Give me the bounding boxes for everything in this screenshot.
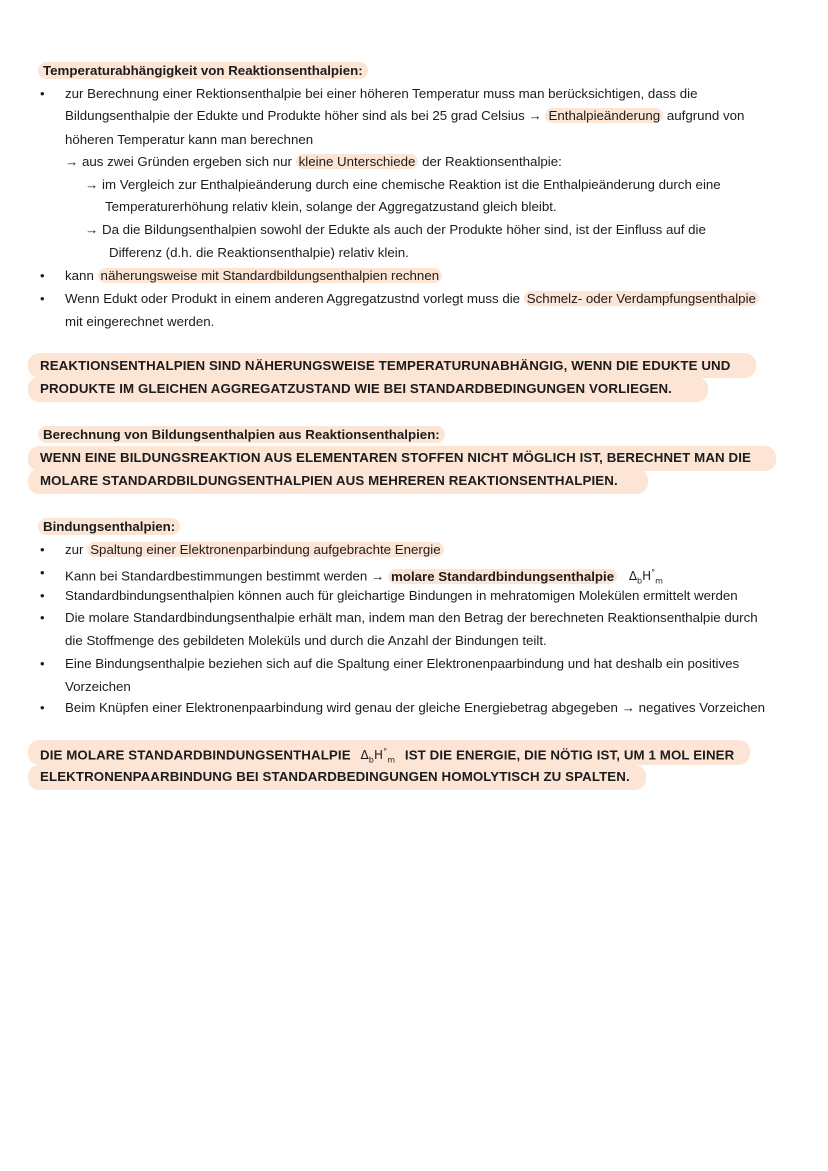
text-line: zur Berechnung einer Rektionsenthalpie bei einer höheren Temperatur muss man berücksichtigen, dass die: [65, 86, 698, 101]
summary-line: ELEKTRONENPAARBINDUNG BEI STANDARDBEDINGUNGEN HOMOLYTISCH ZU SPALTEN.: [40, 769, 630, 784]
delta-h-symbol-icon: $\Delta_bH^\circ_m$: [360, 747, 396, 765]
summary-line: REAKTIONSENTHALPIEN SIND NÄHERUNGSWEISE TEMPERATURUNABHÄNGIG, WENN DIE EDUKTE UND: [40, 358, 731, 373]
text-line: Kann bei Standardbestimmungen bestimmt werden → molare Standardbindungsenthalpie $\Delta_bH^\circ_m$: [65, 563, 663, 591]
arrow-point: → im Vergleich zur Enthalpieänderung durch eine chemische Reaktion ist die Enthalpieänderung durch eine: [85, 177, 721, 192]
summary-line: WENN EINE BILDUNGSREAKTION AUS ELEMENTAREN STOFFEN NICHT MÖGLICH IST, BERECHNET MAN DIE: [40, 450, 751, 465]
text-line: kann näherungsweise mit Standardbildungsenthalpien rechnen: [65, 266, 442, 286]
bullet-icon: •: [40, 268, 45, 283]
section-heading-bildung: Berechnung von Bildungsenthalpien aus Reaktionsenthalpien:: [38, 425, 445, 445]
bullet-icon: •: [40, 86, 45, 101]
bullet-icon: •: [40, 542, 45, 557]
bullet-icon: •: [40, 656, 45, 671]
bullet-icon: •: [40, 610, 45, 625]
summary-line: MOLARE STANDARDBILDUNGSENTHALPIEN AUS MEHREREN REAKTIONSENTHALPIEN.: [40, 473, 618, 488]
text-line: Bildungsenthalpie der Edukte und Produkte höher sind als bei 25 grad Celsius → Enthalpieänderung aufgrund von: [65, 108, 745, 123]
summary-line: DIE MOLARE STANDARDBINDUNGSENTHALPIE $\Delta_bH^\circ_m$ IST DIE ENERGIE, DIE NÖTIG IST, UM 1 MOL EINER: [40, 742, 734, 770]
bullet-icon: •: [40, 700, 45, 715]
bullet-icon: •: [40, 588, 45, 603]
arrow-point: → Da die Bildungsenthalpien sowohl der Edukte als auch der Produkte höher sind, ist der Einfluss auf die: [85, 222, 706, 237]
text-line: die Stoffmenge des gebildeten Moleküls und durch die Anzahl der Bindungen teilt.: [65, 633, 547, 648]
text-line: Wenn Edukt oder Produkt in einem anderen Aggregatzustnd vorlegt muss die Schmelz- oder Verdampfungsenthalpie: [65, 289, 759, 309]
bullet-icon: •: [40, 291, 45, 306]
text-line: höheren Temperatur kann man berechnen: [65, 132, 314, 147]
text-line: Vorzeichen: [65, 679, 131, 694]
text-line: Differenz (d.h. die Reaktionsenthalpie) relativ klein.: [109, 245, 409, 260]
delta-h-symbol-icon: $\Delta_bH^\circ_m$: [628, 568, 663, 586]
text-line: Beim Knüpfen einer Elektronenpaarbindung wird genau der gleiche Energiebetrag abgegeben → negatives Vorzeichen: [65, 700, 766, 715]
bullet-icon: •: [40, 565, 45, 580]
arrow-point: → aus zwei Gründen ergeben sich nur kleine Unterschiede der Reaktionsenthalpie:: [65, 154, 562, 169]
summary-line: PRODUKTE IM GLEICHEN AGGREGATZUSTAND WIE BEI STANDARDBEDINGUNGEN VORLIEGEN.: [40, 381, 672, 396]
text-line: mit eingerechnet werden.: [65, 314, 215, 329]
text-line: Standardbindungsenthalpien können auch für gleichartige Bindungen in mehratomigen Molekülen ermittelt werden: [65, 588, 738, 603]
section-heading-bindung: Bindungsenthalpien:: [38, 517, 180, 537]
text-line: Die molare Standardbindungsenthalpie erhält man, indem man den Betrag der berechneten Reaktionsenthalpie durch: [65, 610, 758, 625]
text-line: Temperaturerhöhung relativ klein, solange der Aggregatzustand gleich bleibt.: [105, 199, 557, 214]
text-line: zur Spaltung einer Elektronenparbindung aufgebrachte Energie: [65, 540, 444, 560]
text-line: Eine Bindungsenthalpie beziehen sich auf die Spaltung einer Elektronenpaarbindung und hat deshalb ein positives: [65, 656, 740, 671]
section-heading-temperature: Temperaturabhängigkeit von Reaktionsenthalpien:: [38, 61, 368, 81]
